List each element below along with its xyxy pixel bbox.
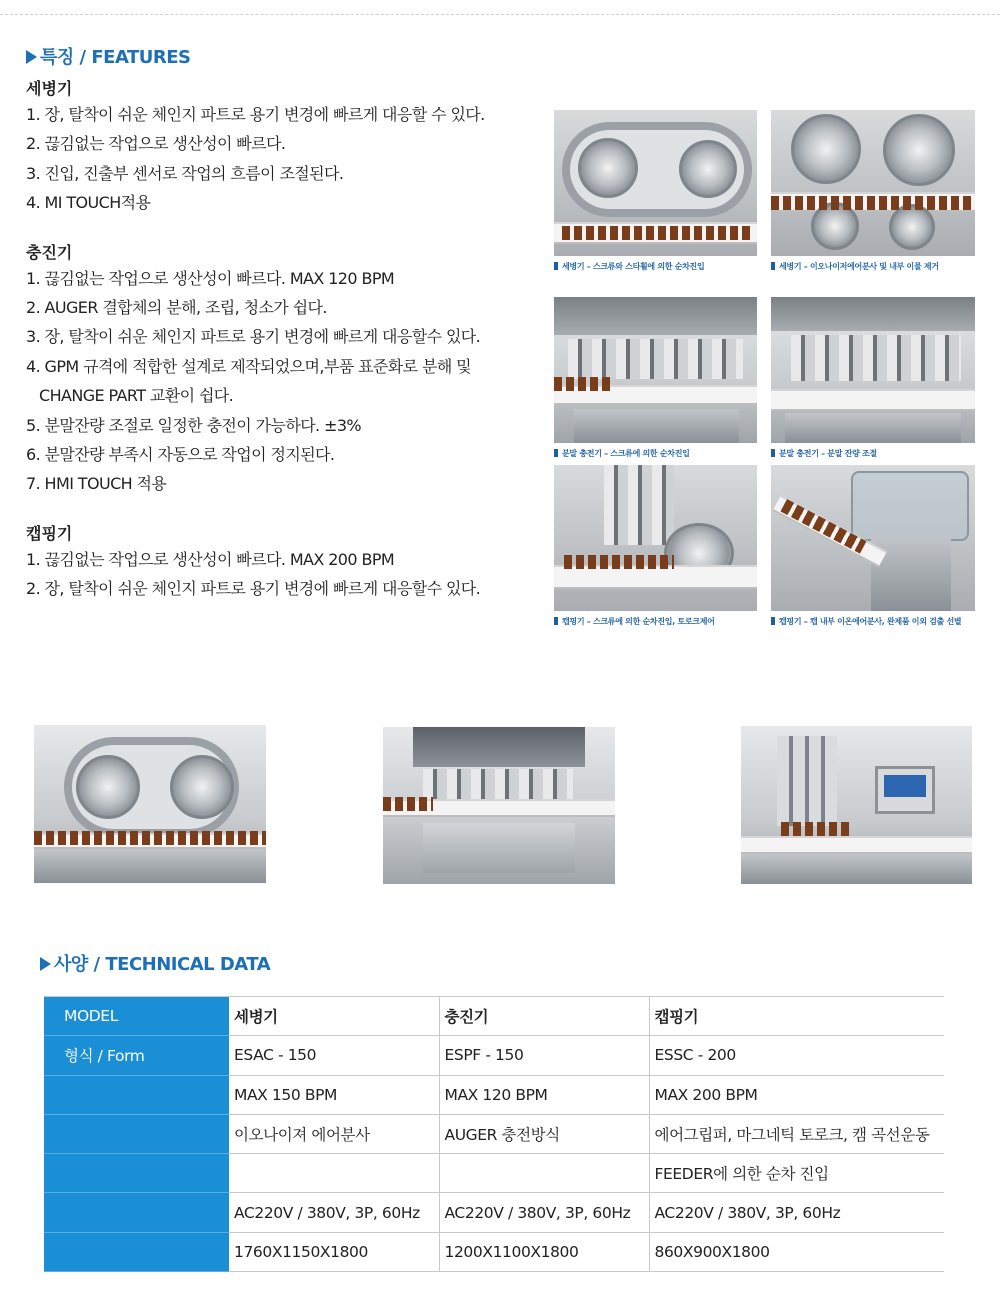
feature-group-title: 캡핑기 (26, 523, 73, 543)
feature-group-capper (26, 523, 536, 604)
photo-capper-screw (554, 465, 757, 611)
list-item: 4. GPM 규격에 적합한 설계로 제작되었으며,부품 표준화로 분해 및 (26, 356, 472, 376)
photo-caption: 분말 충전기 – 분말 잔량 조절 (771, 448, 877, 459)
feature-group-washer (26, 78, 536, 218)
feature-group-filler (26, 242, 536, 499)
feature-group-title: 세병기 (26, 79, 73, 98)
photo-filler-screw (554, 297, 757, 443)
photo-caption: 캡핑기 – 스크류에 의한 순차진입, 토로크제어 (554, 616, 715, 627)
table-row: AC220V / 380V, 3P, 60Hz AC220V / 380V, 3P, 60Hz AC220V / 380V, 3P, 60Hz (44, 1193, 944, 1232)
table-row: FEEDER에 의한 순차 진입 (44, 1154, 944, 1193)
table-row: 형식 / Form ESAC - 150 ESPF - 150 ESSC - 200 (44, 1036, 944, 1075)
features-heading: 특징 / FEATURES (26, 43, 191, 69)
table-row: MAX 150 BPM MAX 120 BPM MAX 200 BPM (44, 1075, 944, 1114)
table-row: 이오나이져 에어분사 AUGER 충전방식 에어그립퍼, 마그네틱 토로크, 캠 곡선운동 (44, 1114, 944, 1153)
photo-caption: 캡핑기 – 캡 내부 이온에어분사, 완제품 이외 검출 선별 (771, 616, 961, 627)
triangle-bullet-icon (40, 957, 51, 971)
list-item: 1. 끊김없는 작업으로 생산성이 빠르다. MAX 120 BPM (26, 268, 395, 288)
features-text (26, 78, 536, 604)
technical-data-table (44, 996, 944, 1272)
list-item: 2. 끊김없는 작업으로 생산성이 빠르다. (26, 134, 286, 154)
photo-washer-ionizer (771, 110, 975, 256)
photo-filler-adjust (771, 297, 975, 443)
list-item: CHANGE PART 교환이 쉽다. (39, 386, 234, 406)
photo-caption: 세병기 – 스크류와 스타휠에 의한 순차진입 (554, 261, 704, 272)
table-row: MODEL 세병기 충진기 캡핑기 (44, 997, 944, 1036)
list-item: 2. AUGER 결합체의 분해, 조립, 청소가 쉽다. (26, 298, 327, 318)
technical-data-heading: 사양 / TECHNICAL DATA (40, 950, 270, 976)
feature-group-title: 충진기 (26, 242, 73, 262)
list-item: 4. MI TOUCH적용 (26, 193, 151, 213)
list-item: 5. 분말잔량 조절로 일정한 충전이 가능하다. ±3% (26, 415, 362, 435)
photo-capper-machine (741, 726, 972, 884)
list-item: 6. 분말잔량 부족시 자동으로 작업이 정지된다. (26, 445, 335, 465)
triangle-bullet-icon (26, 50, 37, 64)
list-item: 3. 진입, 진출부 센서로 작업의 흐름이 조절된다. (26, 163, 344, 183)
table-row: 1760X1150X1800 1200X1100X1800 860X900X1800 (44, 1232, 944, 1271)
list-item: 3. 장, 탈착이 쉬운 체인지 파트로 용기 변경에 빠르게 대응할수 있다. (26, 327, 481, 347)
photo-capper-inspection (771, 465, 975, 611)
list-item: 1. 끊김없는 작업으로 생산성이 빠르다. MAX 200 BPM (26, 549, 395, 569)
list-item: 1. 장, 탈착이 쉬운 체인지 파트로 용기 변경에 빠르게 대응할 수 있다. (26, 105, 485, 124)
photo-washer-machine (34, 725, 266, 883)
photo-filler-machine (383, 727, 615, 884)
photo-caption: 세병기 – 이오나이저에어분사 및 내부 이물 제거 (771, 261, 939, 272)
list-item: 7. HMI TOUCH 적용 (26, 474, 167, 494)
top-dashed-rule (0, 14, 1000, 15)
photo-washer-screw (554, 110, 757, 256)
photo-caption: 분말 충전기 – 스크류에 의한 순차진입 (554, 448, 690, 459)
list-item: 2. 장, 탈착이 쉬운 체인지 파트로 용기 변경에 빠르게 대응할수 있다. (26, 579, 481, 599)
